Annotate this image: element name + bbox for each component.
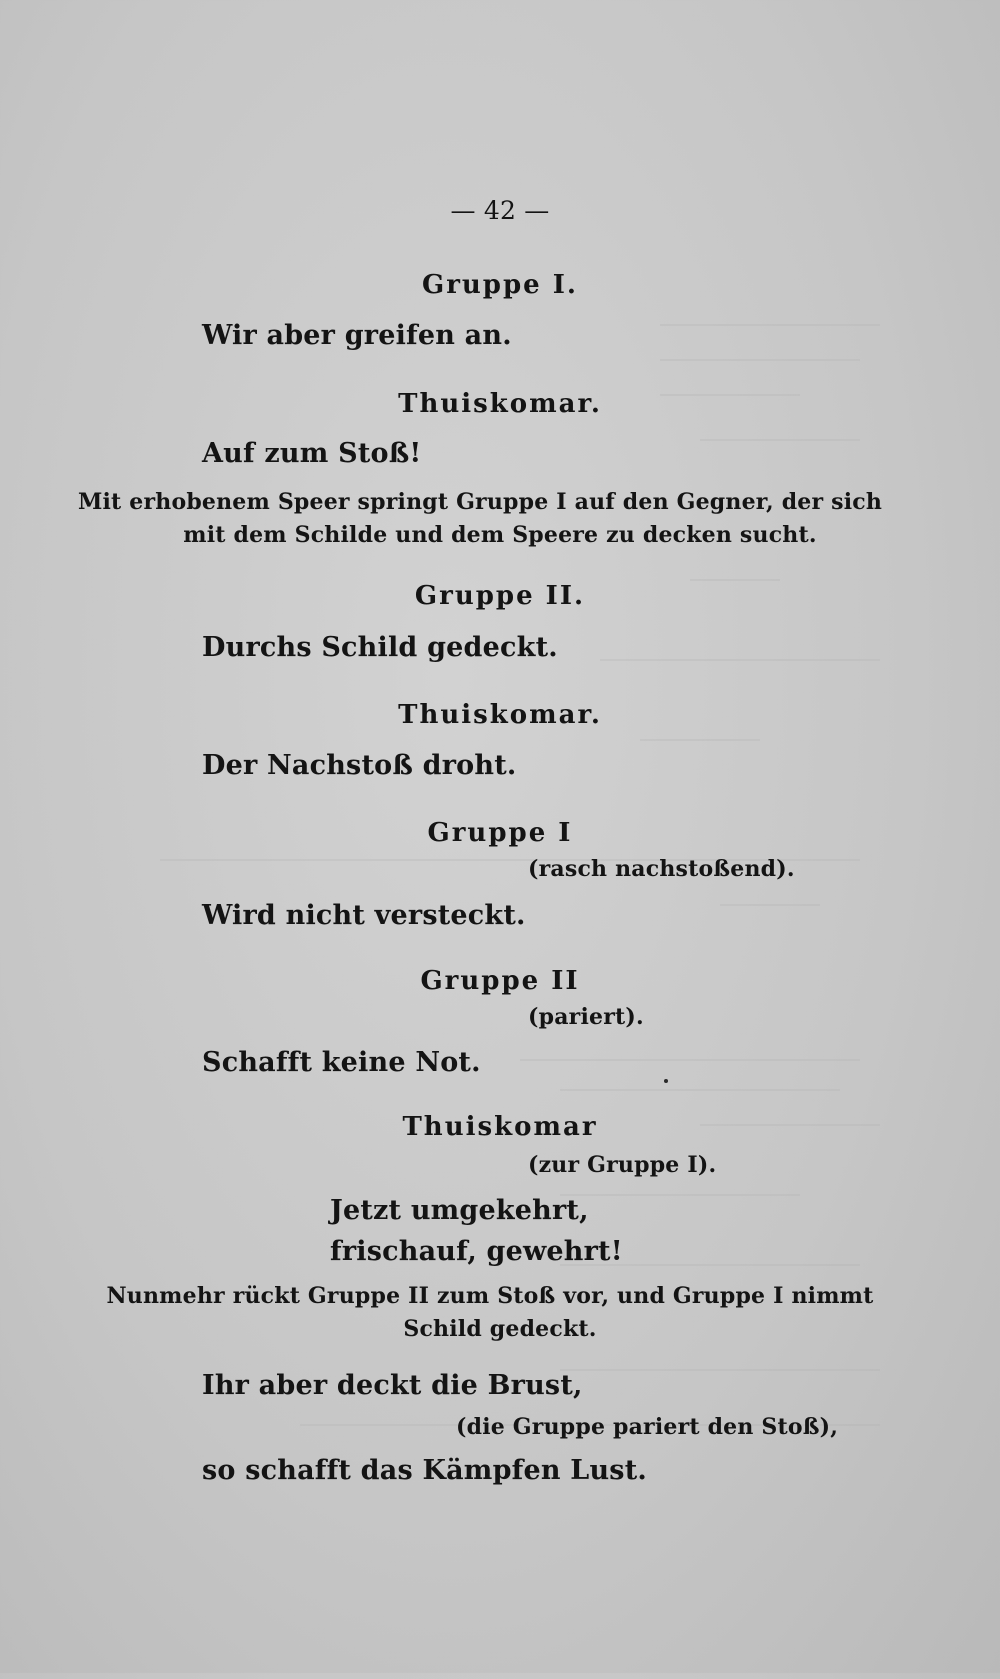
verse-line: Wir aber greifen an. [202, 320, 512, 351]
verse-line: Ihr aber deckt die Brust, [202, 1370, 583, 1401]
verse-line: Jetzt umgekehrt, [330, 1195, 589, 1226]
verse-line: frischauf, gewehrt! [330, 1236, 623, 1267]
stage-direction: Schild gedeckt. [403, 1316, 597, 1342]
verse-line: Auf zum Stoß! [202, 438, 422, 469]
stage-direction: (zur Gruppe I). [528, 1152, 717, 1178]
speaker-thuiskomar: Thuiskomar. [398, 389, 602, 419]
verse-line: so schafft das Kämpfen Lust. [202, 1455, 647, 1486]
speaker-gruppe-1: Gruppe I. [422, 270, 578, 300]
ink-speck [664, 1079, 668, 1083]
stage-direction: (die Gruppe pariert den Stoß), [456, 1414, 839, 1440]
verse-line: Schafft keine Not. [202, 1047, 481, 1078]
stage-direction: (rasch nachstoßend). [528, 856, 795, 882]
stage-direction: Mit erhobenem Speer springt Gruppe I auf den Gegner, der sich [77, 489, 883, 515]
stage-direction: (pariert). [528, 1004, 644, 1030]
verse-line: Wird nicht versteckt. [202, 900, 526, 931]
speaker-thuiskomar: Thuiskomar. [398, 700, 602, 730]
stage-direction: mit dem Schilde und dem Speere zu decken sucht. [183, 522, 817, 548]
speaker-gruppe-2: Gruppe II. [414, 581, 586, 611]
speaker-thuiskomar: Thuiskomar [402, 1112, 598, 1142]
verse-line: Durchs Schild gedeckt. [202, 632, 558, 663]
speaker-gruppe-2: Gruppe II [420, 966, 580, 996]
verse-line: Der Nachstoß droht. [202, 750, 517, 781]
stage-direction: Nunmehr rückt Gruppe II zum Stoß vor, und Gruppe I nimmt [106, 1283, 874, 1309]
speaker-gruppe-1: Gruppe I [427, 818, 573, 848]
page-number: — 42 — [450, 196, 550, 225]
